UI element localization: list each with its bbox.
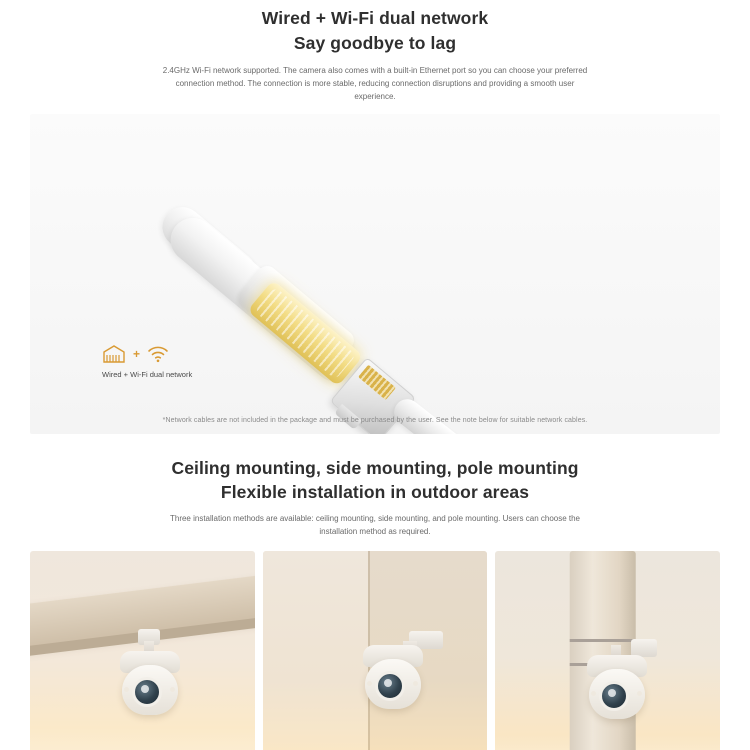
section1-headline-line2: Say goodbye to lag [293,32,457,53]
section1-headline [0,6,750,56]
camera-led-left [367,681,372,686]
rj45-pins [358,364,396,399]
section1-headline-line1: Wired + Wi-Fi dual network [261,8,489,28]
plus-icon: + [133,346,141,361]
badge-icon-row [102,344,192,364]
dual-network-hero-image [30,114,720,434]
section1-description: 2.4GHz Wi-Fi network supported. The camera also comes with a built-in Ethernet port so you can choose your preferred connection method. The connection is more stable, reducing connection disruptions and providing a smooth user experience. [162,65,588,101]
badge-label: Wired + Wi-Fi dual network [102,369,193,379]
ethernet-cable [389,394,586,434]
card-ceiling-mounting [30,551,255,750]
section2-headline-line1: Ceiling mounting, side mounting, pole mounting [171,457,579,478]
section2-description: Three installation methods are available: ceiling mounting, side mounting, and pole mounting. Users can choose the installation method as required. [169,514,581,537]
pole-surface [569,551,635,750]
mounting-cards [30,551,720,750]
pole-strap-top [569,639,635,642]
cable-illustration [30,114,720,434]
section2-headline-line2: Flexible installation in outdoor areas [220,482,530,503]
mounting-section [0,456,750,750]
wifi-icon [147,345,169,363]
camera-led-right [413,681,418,686]
ethernet-port-icon [102,344,126,364]
section2-headline [0,456,750,506]
camera-lens [132,677,162,707]
wall-left [263,551,369,750]
hero-footnote: *Network cables are not included in the package and must be purchased by the user. See the note below for suitable network cables. [162,416,588,424]
camera-lens [375,671,405,701]
card-pole-mounting [495,551,720,750]
dual-network-badge [102,344,192,379]
card-side-mounting [263,551,488,750]
